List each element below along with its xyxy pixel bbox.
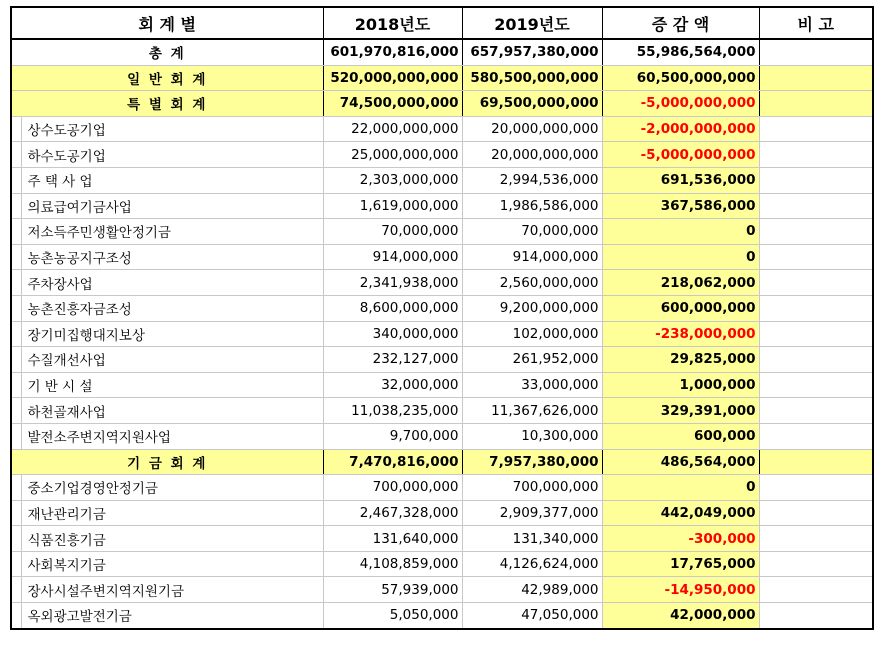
indent-cell[interactable]: [11, 142, 21, 168]
item-diff-cell[interactable]: 0: [602, 244, 759, 270]
header-row: [11, 7, 873, 39]
item-note-cell[interactable]: [759, 270, 873, 296]
item-note-cell[interactable]: [759, 219, 873, 245]
item-name-cell[interactable]: 농촌진흥자금조성: [21, 295, 323, 321]
item-diff-cell[interactable]: 329,391,000: [602, 398, 759, 424]
item-2018-cell[interactable]: 22,000,000,000: [323, 116, 462, 142]
header-2019[interactable]: 2019년도: [462, 7, 602, 39]
table-row: [11, 500, 873, 526]
indent-cell[interactable]: [11, 116, 21, 142]
item-2018-cell[interactable]: 232,127,000: [323, 347, 462, 373]
item-diff-cell[interactable]: -300,000: [602, 526, 759, 552]
item-name-cell[interactable]: 저소득주민생활안정기금: [21, 219, 323, 245]
item-2018-cell[interactable]: 131,640,000: [323, 526, 462, 552]
item-note-cell[interactable]: [759, 321, 873, 347]
indent-cell[interactable]: [11, 193, 21, 219]
indent-cell[interactable]: [11, 295, 21, 321]
special-note-cell[interactable]: [759, 91, 873, 117]
indent-cell[interactable]: [11, 270, 21, 296]
indent-cell[interactable]: [11, 577, 21, 603]
general-2018-cell[interactable]: 520,000,000,000: [323, 65, 462, 91]
item-diff-cell[interactable]: -14,950,000: [602, 577, 759, 603]
item-name-cell[interactable]: 장기미집행대지보상: [21, 321, 323, 347]
item-2018-cell[interactable]: 25,000,000,000: [323, 142, 462, 168]
item-2019-cell[interactable]: 1,986,586,000: [462, 193, 602, 219]
item-name-cell[interactable]: 상수도공기업: [21, 116, 323, 142]
item-diff-cell[interactable]: -2,000,000,000: [602, 116, 759, 142]
indent-cell[interactable]: [11, 526, 21, 552]
item-2018-cell[interactable]: 2,467,328,000: [323, 500, 462, 526]
item-note-cell[interactable]: [759, 193, 873, 219]
item-2019-cell[interactable]: 47,050,000: [462, 603, 602, 629]
budget-table-body: [11, 7, 873, 629]
item-2018-cell[interactable]: 57,939,000: [323, 577, 462, 603]
general-note-cell[interactable]: [759, 65, 873, 91]
item-name-cell[interactable]: 주 택 사 업: [21, 167, 323, 193]
item-name-cell[interactable]: 옥외광고발전기금: [21, 603, 323, 629]
indent-cell[interactable]: [11, 603, 21, 629]
item-2018-cell[interactable]: 5,050,000: [323, 603, 462, 629]
item-note-cell[interactable]: [759, 577, 873, 603]
total-note-cell[interactable]: [759, 39, 873, 65]
item-2019-cell[interactable]: 20,000,000,000: [462, 116, 602, 142]
fund-2019-cell[interactable]: 7,957,380,000: [462, 449, 602, 475]
indent-cell[interactable]: [11, 347, 21, 373]
indent-cell[interactable]: [11, 423, 21, 449]
table-row: [11, 372, 873, 398]
item-diff-cell[interactable]: 0: [602, 475, 759, 501]
item-diff-cell[interactable]: 29,825,000: [602, 347, 759, 373]
indent-cell[interactable]: [11, 372, 21, 398]
total-2019-cell[interactable]: 657,957,380,000: [462, 39, 602, 65]
table-row: [11, 526, 873, 552]
fund-name-cell[interactable]: 기 금 회 계: [11, 449, 323, 475]
table-row: [11, 423, 873, 449]
item-2019-cell[interactable]: 10,300,000: [462, 423, 602, 449]
table-row: [11, 270, 873, 296]
item-note-cell[interactable]: [759, 167, 873, 193]
item-diff-cell[interactable]: 1,000,000: [602, 372, 759, 398]
item-diff-cell[interactable]: 218,062,000: [602, 270, 759, 296]
special-name-cell[interactable]: 특 별 회 계: [11, 91, 323, 117]
item-name-cell[interactable]: 장사시설주변지역지원기금: [21, 577, 323, 603]
item-diff-cell[interactable]: -5,000,000,000: [602, 142, 759, 168]
header-note[interactable]: 비 고: [759, 7, 873, 39]
item-2019-cell[interactable]: 2,560,000,000: [462, 270, 602, 296]
item-2019-cell[interactable]: 2,994,536,000: [462, 167, 602, 193]
indent-cell[interactable]: [11, 500, 21, 526]
item-name-cell[interactable]: 주차장사업: [21, 270, 323, 296]
item-2019-cell[interactable]: 33,000,000: [462, 372, 602, 398]
item-diff-cell[interactable]: 0: [602, 219, 759, 245]
table-row: [11, 116, 873, 142]
header-category[interactable]: 회 계 별: [11, 7, 323, 39]
item-note-cell[interactable]: [759, 295, 873, 321]
general-2019-cell[interactable]: 580,500,000,000: [462, 65, 602, 91]
special-2018-cell[interactable]: 74,500,000,000: [323, 91, 462, 117]
item-2019-cell[interactable]: 9,200,000,000: [462, 295, 602, 321]
special-2019-cell[interactable]: 69,500,000,000: [462, 91, 602, 117]
item-2019-cell[interactable]: 4,126,624,000: [462, 551, 602, 577]
indent-cell[interactable]: [11, 167, 21, 193]
special-diff-cell[interactable]: -5,000,000,000: [602, 91, 759, 117]
item-note-cell[interactable]: [759, 116, 873, 142]
table-row: [11, 475, 873, 501]
item-2018-cell[interactable]: 70,000,000: [323, 219, 462, 245]
item-name-cell[interactable]: 농촌농공지구조성: [21, 244, 323, 270]
general-summary-row: [11, 65, 873, 91]
indent-cell[interactable]: [11, 321, 21, 347]
item-name-cell[interactable]: 중소기업경영안정기금: [21, 475, 323, 501]
table-row: [11, 398, 873, 424]
item-2019-cell[interactable]: 20,000,000,000: [462, 142, 602, 168]
item-note-cell[interactable]: [759, 475, 873, 501]
item-note-cell[interactable]: [759, 603, 873, 629]
special-summary-row: [11, 91, 873, 117]
total-name-cell[interactable]: 총 계: [11, 39, 323, 65]
indent-cell[interactable]: [11, 398, 21, 424]
indent-cell[interactable]: [11, 244, 21, 270]
item-diff-cell[interactable]: 600,000,000: [602, 295, 759, 321]
item-name-cell[interactable]: 재난관리기금: [21, 500, 323, 526]
item-note-cell[interactable]: [759, 423, 873, 449]
total-diff-cell[interactable]: 55,986,564,000: [602, 39, 759, 65]
total-summary-row: [11, 39, 873, 65]
item-2018-cell[interactable]: 340,000,000: [323, 321, 462, 347]
item-2018-cell[interactable]: 2,341,938,000: [323, 270, 462, 296]
item-note-cell[interactable]: [759, 142, 873, 168]
fund-summary-row: [11, 449, 873, 475]
item-2019-cell[interactable]: 131,340,000: [462, 526, 602, 552]
table-row: [11, 244, 873, 270]
general-name-cell[interactable]: 일 반 회 계: [11, 65, 323, 91]
item-note-cell[interactable]: [759, 500, 873, 526]
item-2018-cell[interactable]: 8,600,000,000: [323, 295, 462, 321]
item-2019-cell[interactable]: 914,000,000: [462, 244, 602, 270]
item-diff-cell[interactable]: 367,586,000: [602, 193, 759, 219]
item-diff-cell[interactable]: 42,000,000: [602, 603, 759, 629]
item-2018-cell[interactable]: 32,000,000: [323, 372, 462, 398]
item-2019-cell[interactable]: 2,909,377,000: [462, 500, 602, 526]
item-note-cell[interactable]: [759, 244, 873, 270]
fund-diff-cell[interactable]: 486,564,000: [602, 449, 759, 475]
table-row: [11, 219, 873, 245]
item-2019-cell[interactable]: 42,989,000: [462, 577, 602, 603]
item-note-cell[interactable]: [759, 526, 873, 552]
table-row: [11, 347, 873, 373]
table-row: [11, 577, 873, 603]
indent-cell[interactable]: [11, 219, 21, 245]
general-diff-cell[interactable]: 60,500,000,000: [602, 65, 759, 91]
item-2018-cell[interactable]: 914,000,000: [323, 244, 462, 270]
item-2018-cell[interactable]: 9,700,000: [323, 423, 462, 449]
item-2019-cell[interactable]: 11,367,626,000: [462, 398, 602, 424]
item-2019-cell[interactable]: 261,952,000: [462, 347, 602, 373]
indent-cell[interactable]: [11, 475, 21, 501]
item-diff-cell[interactable]: 442,049,000: [602, 500, 759, 526]
item-name-cell[interactable]: 발전소주변지역지원사업: [21, 423, 323, 449]
item-2018-cell[interactable]: 700,000,000: [323, 475, 462, 501]
item-diff-cell[interactable]: 691,536,000: [602, 167, 759, 193]
table-row: [11, 167, 873, 193]
item-2019-cell[interactable]: 700,000,000: [462, 475, 602, 501]
item-name-cell[interactable]: 식품진흥기금: [21, 526, 323, 552]
item-diff-cell[interactable]: -238,000,000: [602, 321, 759, 347]
table-row: [11, 321, 873, 347]
item-name-cell[interactable]: 하천골재사업: [21, 398, 323, 424]
table-row: [11, 551, 873, 577]
item-2019-cell[interactable]: 70,000,000: [462, 219, 602, 245]
item-name-cell[interactable]: 하수도공기업: [21, 142, 323, 168]
item-2018-cell[interactable]: 2,303,000,000: [323, 167, 462, 193]
item-note-cell[interactable]: [759, 551, 873, 577]
item-name-cell[interactable]: 수질개선사업: [21, 347, 323, 373]
header-2018[interactable]: 2018년도: [323, 7, 462, 39]
item-2018-cell[interactable]: 11,038,235,000: [323, 398, 462, 424]
table-row: [11, 193, 873, 219]
fund-2018-cell[interactable]: 7,470,816,000: [323, 449, 462, 475]
item-diff-cell[interactable]: 17,765,000: [602, 551, 759, 577]
fund-note-cell[interactable]: [759, 449, 873, 475]
item-note-cell[interactable]: [759, 347, 873, 373]
budget-table: [10, 6, 874, 630]
item-name-cell[interactable]: 사회복지기금: [21, 551, 323, 577]
item-2018-cell[interactable]: 1,619,000,000: [323, 193, 462, 219]
total-2018-cell[interactable]: 601,970,816,000: [323, 39, 462, 65]
table-row: [11, 295, 873, 321]
item-name-cell[interactable]: 기 반 시 설: [21, 372, 323, 398]
header-diff[interactable]: 증 감 액: [602, 7, 759, 39]
item-note-cell[interactable]: [759, 398, 873, 424]
indent-cell[interactable]: [11, 551, 21, 577]
table-row: [11, 603, 873, 629]
table-row: [11, 142, 873, 168]
item-2018-cell[interactable]: 4,108,859,000: [323, 551, 462, 577]
item-note-cell[interactable]: [759, 372, 873, 398]
item-name-cell[interactable]: 의료급여기금사업: [21, 193, 323, 219]
item-diff-cell[interactable]: 600,000: [602, 423, 759, 449]
item-2019-cell[interactable]: 102,000,000: [462, 321, 602, 347]
